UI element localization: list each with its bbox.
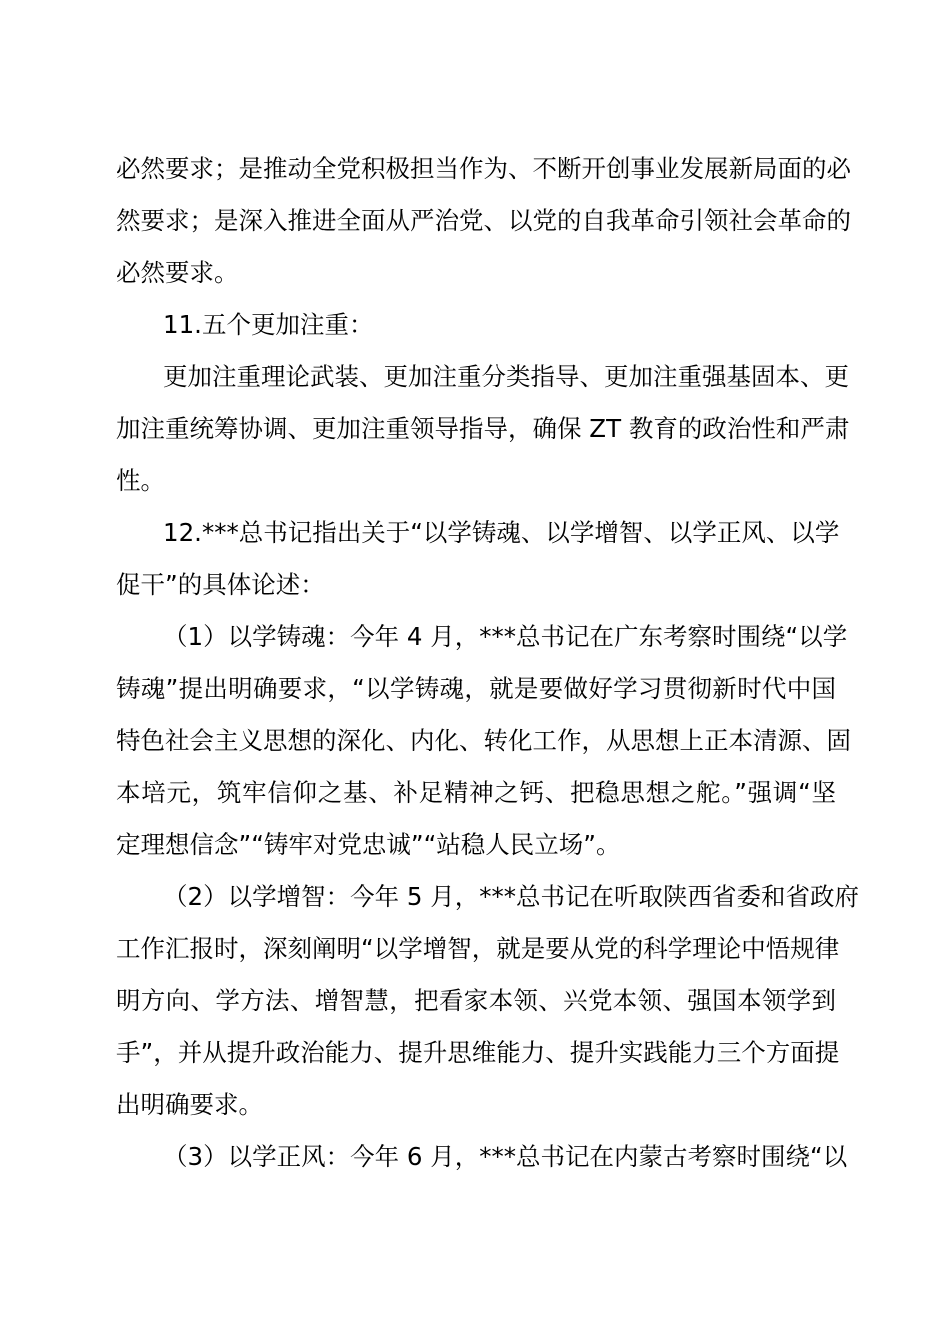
- text-line: 手”，并从提升政治能力、提升思维能力、提升实践能力三个方面提: [116, 1038, 840, 1067]
- text-line: 定理想信念”“铸牢对党忠诚”“站稳人民立场”。: [116, 830, 621, 859]
- text-line: 然要求；是深入推进全面从严治党、以党的自我革命引领社会革命的: [116, 206, 851, 235]
- text-line: 特色社会主义思想的深化、内化、转化工作，从思想上正本清源、固: [116, 726, 851, 755]
- text-line: 本培元，筑牢信仰之基、补足精神之钙、把稳思想之舵。”强调“坚: [116, 778, 836, 807]
- text-line: 必然要求；是推动全党积极担当作为、不断开创事业发展新局面的必: [116, 154, 851, 183]
- text-line: 必然要求。: [116, 258, 239, 287]
- text-line: 性。: [116, 466, 165, 495]
- text-line: 出明确要求。: [116, 1090, 263, 1119]
- text-line: 更加注重理论武装、更加注重分类指导、更加注重强基固本、更: [163, 362, 849, 391]
- text-line: 明方向、学方法、增智慧，把看家本领、兴党本领、强国本领学到: [116, 986, 836, 1015]
- text-line: （1）以学铸魂：今年 4 月，***总书记在广东考察时围绕“以学: [163, 622, 848, 651]
- text-line: 工作汇报时，深刻阐明“以学增智，就是要从党的科学理论中悟规律: [116, 934, 840, 963]
- text-line: 加注重统筹协调、更加注重领导指导，确保 ZT 教育的政治性和严肃: [116, 414, 850, 443]
- text-line: （3）以学正风：今年 6 月，***总书记在内蒙古考察时围绕“以: [163, 1142, 848, 1171]
- section-heading: 11.五个更加注重：: [163, 310, 374, 339]
- section-heading: 12.***总书记指出关于“以学铸魂、以学增智、以学正风、以学: [163, 518, 840, 547]
- text-line: 铸魂”提出明确要求，“以学铸魂，就是要做好学习贯彻新时代中国: [116, 674, 836, 703]
- text-line: 促干”的具体论述：: [116, 570, 325, 599]
- text-line: （2）以学增智：今年 5 月，***总书记在听取陕西省委和省政府: [163, 882, 859, 911]
